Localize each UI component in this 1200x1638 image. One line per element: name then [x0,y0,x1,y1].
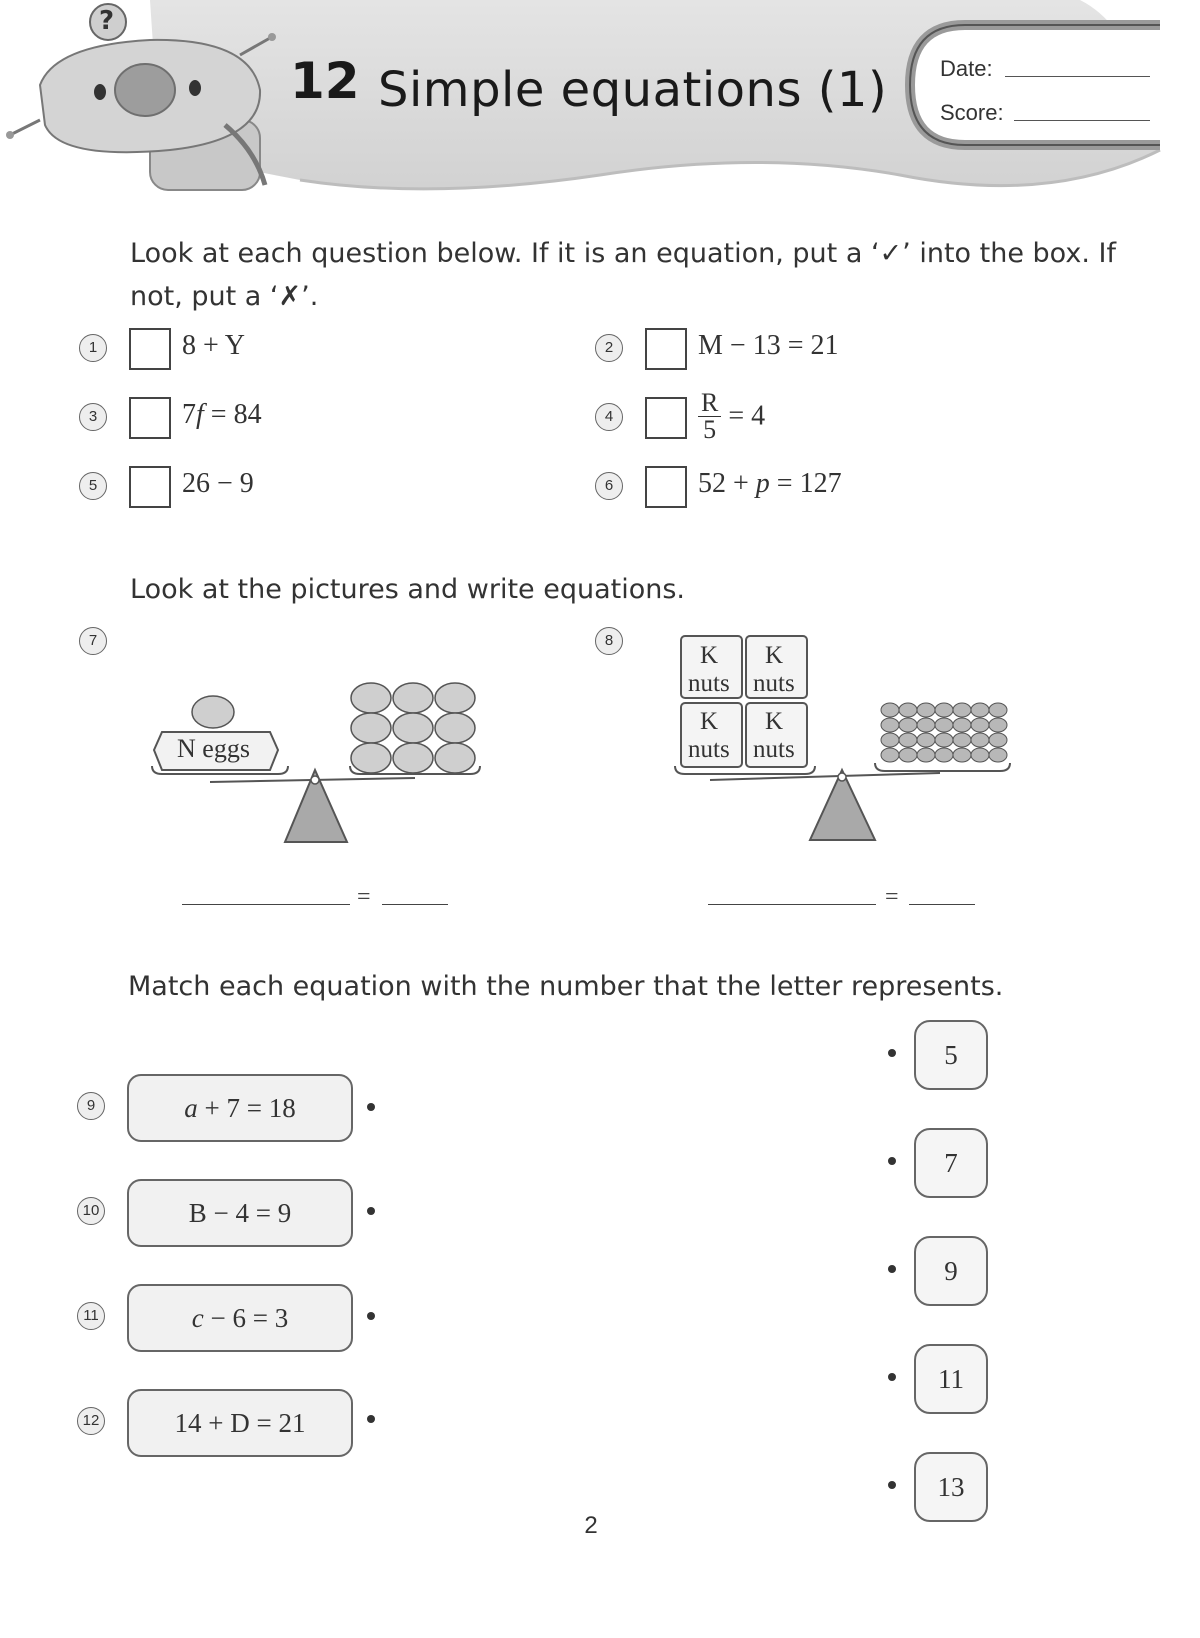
equals-sign-8: = [885,884,899,910]
bag-label-top: K [765,642,784,669]
question-number-7: 7 [79,627,107,655]
answer-box-2[interactable] [645,328,687,370]
question-number-4: 4 [595,403,623,431]
question-number-6: 6 [595,472,623,500]
answer-blank-8-right[interactable] [909,904,975,905]
date-field[interactable] [1005,76,1150,77]
expression-2: M − 13 = 21 [698,330,839,361]
match-dot-10[interactable] [367,1207,375,1215]
question-number-3: 3 [79,403,107,431]
answer-box-3[interactable] [129,397,171,439]
mascot-question-mark: ? [99,6,115,36]
answer-dot-13[interactable] [888,1481,896,1489]
fraction: $\frac{R}{5}$ [698,390,721,443]
equation-card-11: c − 6 = 3 [127,1284,353,1352]
expression-3: 7f = 84 [182,399,262,430]
answer-card-5: 5 [914,1020,988,1090]
answer-card-9: 9 [914,1236,988,1306]
egg-label: N eggs [177,734,250,763]
answer-blank-8-left[interactable] [708,904,876,905]
section1-instruction [130,232,1130,318]
match-dot-12[interactable] [367,1415,375,1423]
match-dot-9[interactable] [367,1103,375,1111]
equation-card-12: 14 + D = 21 [127,1389,353,1457]
section1-instruction-line2: not, put a ‘✗’. [130,281,319,312]
bag-label-top: K [765,708,784,735]
question-number-11: 11 [77,1302,105,1330]
bag-label-top: K [700,708,719,735]
answer-dot-5[interactable] [888,1049,896,1057]
answer-card-11: 11 [914,1344,988,1414]
answer-box-4[interactable] [645,397,687,439]
question-number-5: 5 [79,472,107,500]
expression-1: 8 + Y [182,330,245,361]
answer-box-5[interactable] [129,466,171,508]
answer-blank-7-right[interactable] [382,904,448,905]
question-number-12: 12 [77,1407,105,1435]
expression-5: 26 − 9 [182,468,254,499]
date-label: Date: [940,56,993,81]
unit-number: 12 [290,52,360,110]
section3-instruction: Match each equation with the number that the letter represents. [128,971,1004,1002]
answer-box-6[interactable] [645,466,687,508]
answer-dot-9[interactable] [888,1265,896,1273]
bag-label-top: K [700,642,719,669]
score-field[interactable] [1014,120,1150,121]
bag-label-bottom: nuts [688,736,730,763]
equation-card-10: B − 4 = 9 [127,1179,353,1247]
match-dot-11[interactable] [367,1312,375,1320]
equation-card-9: a + 7 = 18 [127,1074,353,1142]
answer-card-13: 13 [914,1452,988,1522]
answer-box-1[interactable] [129,328,171,370]
question-number-9: 9 [77,1092,105,1120]
bag-label-bottom: nuts [753,670,795,697]
bag-label-bottom: nuts [753,736,795,763]
page-number: 2 [584,1512,598,1539]
score-label: Score: [940,100,1004,125]
expression-6: 52 + p = 127 [698,468,842,499]
question-number-2: 2 [595,334,623,362]
expression-4: $\frac{R}{5}$ = 4 [698,390,765,443]
question-number-10: 10 [77,1197,105,1225]
answer-card-7: 7 [914,1128,988,1198]
section1-instruction-line1: Look at each question below. If it is an equation, put a ‘✓’ into the box. If [130,238,1116,269]
answer-dot-7[interactable] [888,1157,896,1165]
equals-sign-7: = [357,884,371,910]
question-number-8: 8 [595,627,623,655]
section2-instruction: Look at the pictures and write equations. [130,574,686,605]
answer-dot-11[interactable] [888,1373,896,1381]
bag-label-bottom: nuts [688,670,730,697]
page-title: Simple equations (1) [378,62,888,118]
question-number-1: 1 [79,334,107,362]
answer-blank-7-left[interactable] [182,904,350,905]
